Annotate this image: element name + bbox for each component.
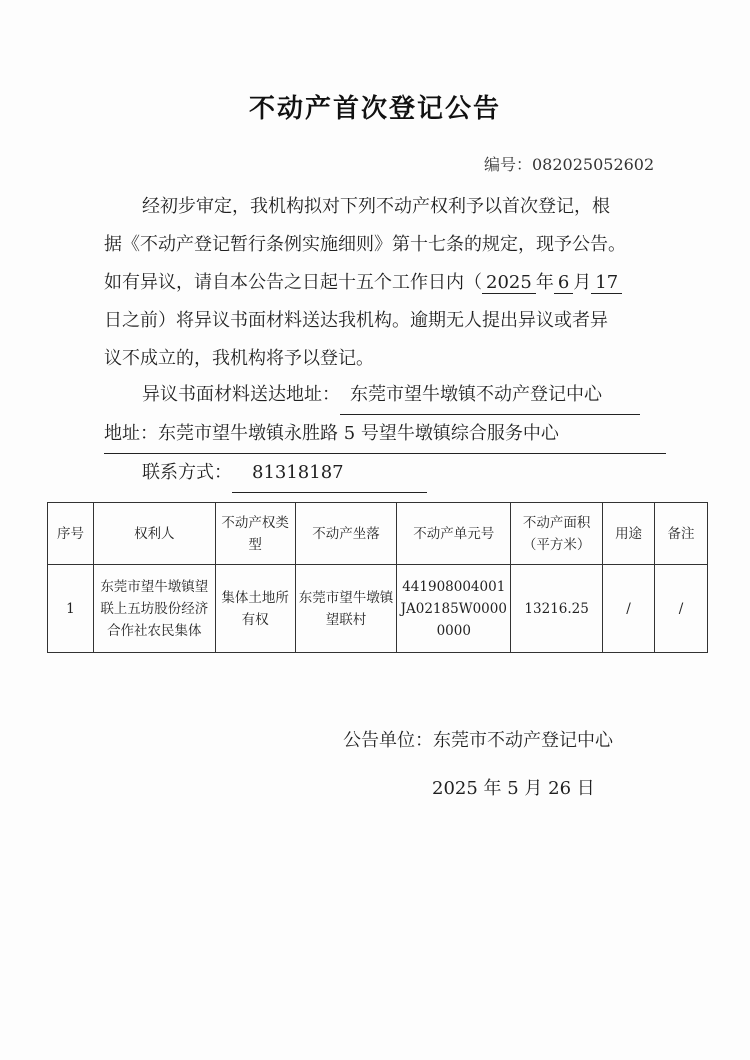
body-line-3 <box>104 264 664 302</box>
table-header-row <box>48 503 708 565</box>
header-area: 不动产面积（平方米） <box>511 503 603 565</box>
deadline-month-unit: 月 <box>573 272 592 293</box>
cell-unit-no: 441908004001JA02185W00000000 <box>397 565 511 653</box>
contact-line <box>104 454 669 493</box>
cell-type: 集体土地所有权 <box>215 565 295 653</box>
cell-remark: / <box>655 565 708 653</box>
registration-table <box>47 502 708 653</box>
body-line-5: 议不成立的，我机构将予以登记。 <box>104 348 374 369</box>
cell-area: 13216.25 <box>511 565 603 653</box>
header-usage: 用途 <box>603 503 655 565</box>
deadline-month: 6 <box>554 272 573 294</box>
contact-value: 81318187 <box>232 454 427 493</box>
announcement-body <box>104 188 664 378</box>
header-holder: 权利人 <box>93 503 215 565</box>
cell-holder: 东莞市望牛墩镇望联上五坊股份经济合作社农民集体 <box>93 565 215 653</box>
body-line-3-prefix: 如有异议，请自本公告之日起十五个工作日内（ <box>104 272 482 293</box>
delivery-info <box>104 376 669 493</box>
delivery-label: 异议书面材料送达地址： <box>142 384 340 405</box>
body-line-1: 经初步审定，我机构拟对下列不动产权利予以首次登记，根 <box>142 196 610 217</box>
deadline-year-unit: 年 <box>535 272 554 293</box>
table-row <box>48 565 708 653</box>
header-type: 不动产权类型 <box>215 503 295 565</box>
issuer: 公告单位：东莞市不动产登记中心 <box>343 730 613 751</box>
address-value: 地址：东莞市望牛墩镇永胜路 5 号望牛墩镇综合服务中心 <box>104 415 666 454</box>
header-location: 不动产坐落 <box>295 503 397 565</box>
deadline-day: 17 <box>591 272 622 294</box>
document-title: 不动产首次登记公告 <box>248 94 501 124</box>
document-number: 编号：082025052602 <box>484 155 655 174</box>
delivery-value: 东莞市望牛墩镇不动产登记中心 <box>340 376 640 415</box>
contact-label: 联系方式： <box>142 462 232 483</box>
deadline-year: 2025 <box>482 272 536 294</box>
body-line-2: 据《不动产登记暂行条例实施细则》第十七条的规定，现予公告。 <box>104 234 626 255</box>
cell-seq: 1 <box>48 565 94 653</box>
address-line <box>104 415 669 454</box>
header-remark: 备注 <box>655 503 708 565</box>
body-line-4: 日之前）将异议书面材料送达我机构。逾期无人提出异议或者异 <box>104 310 608 331</box>
delivery-line <box>104 376 669 415</box>
cell-location: 东莞市望牛墩镇望联村 <box>295 565 397 653</box>
issue-date: 2025 年 5 月 26 日 <box>432 778 595 799</box>
header-seq: 序号 <box>48 503 94 565</box>
header-unit-no: 不动产单元号 <box>397 503 511 565</box>
cell-usage: / <box>603 565 655 653</box>
